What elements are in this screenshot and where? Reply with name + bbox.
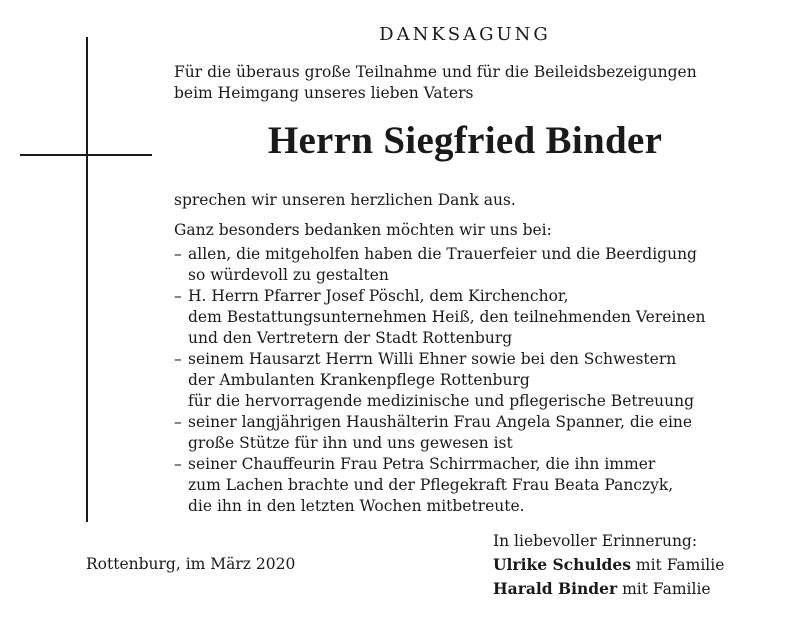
thanks-list [174, 244, 774, 517]
deceased-name: Herrn Siegfried Binder [267, 119, 663, 162]
signer-name: Harald Binder [493, 579, 618, 598]
list-item [174, 244, 774, 286]
thanks-text: sprechen wir unseren herzlichen Dank aus. [174, 191, 516, 209]
intro-text [174, 62, 764, 104]
list-line: seiner langjährigen Haushälterin Frau Angela Spanner, die eine [188, 413, 693, 431]
intro-line: Für die überaus große Teilnahme und für die Beileidsbezeigungen [174, 63, 697, 81]
list-line: H. Herrn Pfarrer Josef Pöschl, dem Kirchenchor, [188, 287, 569, 305]
cross-vertical-bar [86, 37, 88, 522]
list-item [174, 286, 774, 349]
list-item [174, 412, 774, 454]
heading: DANKSAGUNG [379, 24, 551, 45]
list-line: die ihn in den letzten Wochen mitbetreute. [188, 497, 525, 515]
dash-bullet: – [174, 455, 182, 473]
closing-text: In liebevoller Erinnerung: [493, 532, 698, 550]
signature-line [493, 553, 724, 577]
signer-name: Ulrike Schuldes [493, 555, 631, 574]
dash-bullet: – [174, 413, 182, 431]
list-line: so würdevoll zu gestalten [188, 266, 389, 284]
list-line: seiner Chauffeurin Frau Petra Schirrmacher, die ihn immer [188, 455, 656, 473]
intro-line: beim Heimgang unseres lieben Vaters [174, 84, 474, 102]
signer-suffix: mit Familie [630, 556, 725, 574]
list-line: große Stütze für ihn und uns gewesen ist [188, 434, 513, 452]
list-line: für die hervorragende medizinische und pflegerische Betreuung [188, 392, 695, 410]
special-thanks-intro: Ganz besonders bedanken möchten wir uns bei: [174, 221, 552, 239]
list-line: allen, die mitgeholfen haben die Trauerfeier und die Beerdigung [188, 245, 697, 263]
signature-block [493, 530, 724, 601]
list-line: und den Vertretern der Stadt Rottenburg [188, 329, 513, 347]
dash-bullet: – [174, 245, 182, 263]
signature-line [493, 577, 724, 601]
dash-bullet: – [174, 287, 182, 305]
list-line: der Ambulanten Krankenpflege Rottenburg [188, 371, 530, 389]
list-line: zum Lachen brachte und der Pflegekraft Frau Beata Panczyk, [188, 476, 674, 494]
list-line: dem Bestattungsunternehmen Heiß, den teilnehmenden Vereinen [188, 308, 706, 326]
list-item [174, 349, 774, 412]
dash-bullet: – [174, 350, 182, 368]
list-item [174, 454, 774, 517]
signer-suffix: mit Familie [617, 580, 711, 598]
place-and-date: Rottenburg, im März 2020 [86, 555, 296, 573]
cross-horizontal-bar [20, 154, 152, 156]
list-line: seinem Hausarzt Herrn Willi Ehner sowie bei den Schwestern [188, 350, 677, 368]
